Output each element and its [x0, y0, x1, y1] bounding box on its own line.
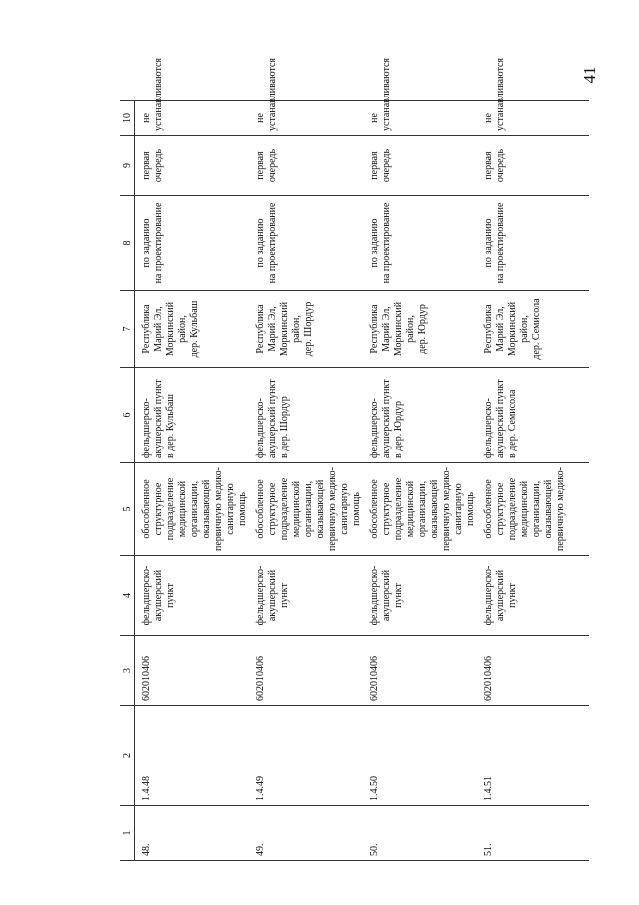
cell-stage: первая очередь [249, 136, 363, 196]
cell-oktmo: 602010406 [249, 636, 363, 706]
col-header-3: 3 [120, 636, 135, 706]
table-row [477, 101, 589, 861]
col-header-5: 5 [120, 463, 135, 556]
cell-number: 50. [363, 806, 477, 861]
cell-basis: по заданию на проектирование [249, 196, 363, 291]
cell-object-name: фельдшерско- акушерский пункт в дер. Кульбаш [135, 368, 250, 463]
col-header-8: 8 [120, 196, 135, 291]
cell-oktmo: 602010406 [477, 636, 589, 706]
cell-location: Республика Марий Эл, Моркинский район, дер. Юрдур [363, 291, 477, 368]
cell-code: 1.4.50 [363, 706, 477, 806]
cell-location: Республика Марий Эл, Моркинский район, дер. Кульбаш [135, 291, 250, 368]
cell-object-name: фельдшерско- акушерский пункт в дер. Шордур [249, 368, 363, 463]
cell-zones: не устанавливаются [135, 101, 250, 136]
objects-table [120, 58, 589, 861]
cell-zones: не устанавливаются [477, 101, 589, 136]
table-row [363, 101, 477, 861]
cell-object-type: фельдшерско- акушерский пункт [135, 556, 250, 636]
cell-description: обособленное структурное подразделение медицинской организации, оказывающей первичную медико- [477, 463, 589, 556]
cell-object-name: фельдшерско- акушерский пункт в дер. Юрдур [363, 368, 477, 463]
cell-stage: первая очередь [477, 136, 589, 196]
cell-zones: не устанавливаются [363, 101, 477, 136]
col-header-9: 9 [120, 136, 135, 196]
cell-code: 1.4.51 [477, 706, 589, 806]
cell-number: 51. [477, 806, 589, 861]
table-row [249, 101, 363, 861]
cell-code: 1.4.48 [135, 706, 250, 806]
cell-description: обособленное структурное подразделение медицинской организации, оказывающей первичную медико- санитарную помощь [249, 463, 363, 556]
cell-zones: не устанавливаются [249, 101, 363, 136]
cell-object-type: фельдшерско- акушерский пункт [363, 556, 477, 636]
cell-description: обособленное структурное подразделение медицинской организации, оказывающей первичную медико- санитарную помощь [135, 463, 250, 556]
table-row [135, 101, 250, 861]
cell-oktmo: 602010406 [135, 636, 250, 706]
cell-number: 48. [135, 806, 250, 861]
col-header-4: 4 [120, 556, 135, 636]
cell-location: Республика Марий Эл, Моркинский район, дер. Семисола [477, 291, 589, 368]
cell-object-name: фельдшерско- акушерский пункт в дер. Семисола [477, 368, 589, 463]
cell-description: обособленное структурное подразделение медицинской организации, оказывающей первичную медико- санитарную помощь [363, 463, 477, 556]
col-header-1: 1 [120, 806, 135, 861]
cell-object-type: фельдшерско- акушерский пункт [477, 556, 589, 636]
cell-basis: по заданию на проектирование [135, 196, 250, 291]
col-header-7: 7 [120, 291, 135, 368]
cell-stage: первая очередь [135, 136, 250, 196]
col-header-10: 10 [120, 101, 135, 136]
col-header-2: 2 [120, 706, 135, 806]
cell-number: 49. [249, 806, 363, 861]
cell-stage: первая очередь [363, 136, 477, 196]
col-header-6: 6 [120, 368, 135, 463]
page-number: 41 [580, 66, 599, 84]
header-row [120, 101, 135, 861]
cell-object-type: фельдшерско- акушерский пункт [249, 556, 363, 636]
cell-basis: по заданию на проектирование [477, 196, 589, 291]
cell-code: 1.4.49 [249, 706, 363, 806]
cell-location: Республика Марий Эл, Моркинский район, дер. Шордур [249, 291, 363, 368]
cell-basis: по заданию на проектирование [363, 196, 477, 291]
cell-oktmo: 602010406 [363, 636, 477, 706]
